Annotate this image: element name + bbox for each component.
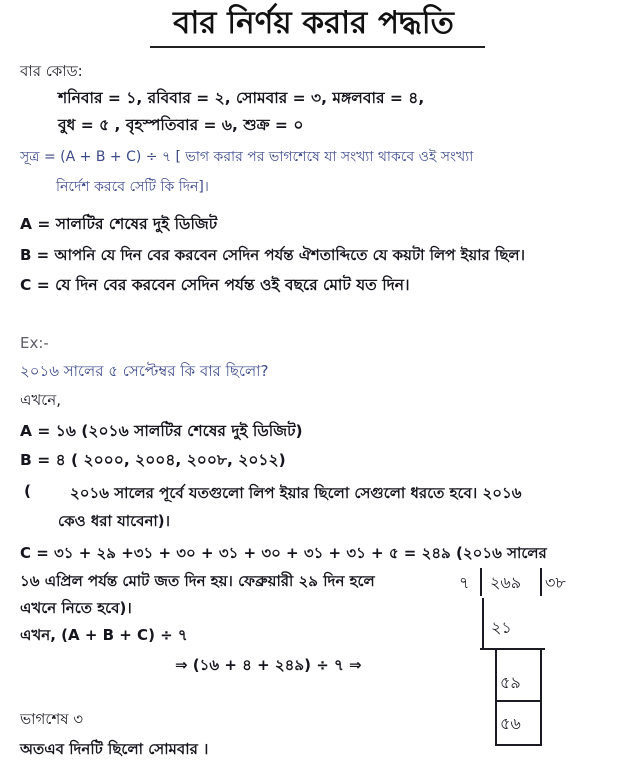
- note-paren-open: (: [24, 482, 32, 500]
- definition-a: A = সালটির শেষের দুই ডিজিট: [20, 215, 218, 233]
- divisor-bar: [480, 568, 482, 596]
- subtract-step-3: ৫৬: [500, 714, 521, 733]
- formula-line-1: সূত্র = (A + B + C) ÷ ৭ [ ভাগ করার পর ভাগশেষে যা সংখ্যা থাকবে ওই সংখ্যা: [20, 149, 474, 165]
- conclusion-text: অতএব দিনটি ছিলো সোমবার ।: [20, 740, 209, 758]
- page-title: বার নির্ণয় করার পদ্ধতি: [173, 5, 454, 41]
- example-question: ২০১৬ সালের ৫ সেপ্টেম্বর কি বার ছিলো?: [20, 362, 269, 380]
- codes-heading: বার কোড:: [20, 62, 83, 80]
- example-c-line-3: এখনে নিতে হবে)।: [20, 599, 132, 617]
- example-c-line-1: C = ৩১ + ২৯ +৩১ + ৩০ + ৩১ + ৩০ + ৩১ + ৩১ + ৫ = ২৪৯ (২০১৬ সালের: [20, 544, 547, 562]
- divisor: ৭: [459, 573, 470, 592]
- title-underline: [150, 46, 485, 48]
- example-c-line-2: ১৬ এপ্রিল পর্যন্ত মোট জত দিন হয়। ফেব্রুয়ারী ২৯ দিন হলে: [20, 572, 375, 590]
- remainder-text: ভাগশেষ ৩: [20, 710, 84, 728]
- example-now: এখনে,: [20, 391, 62, 409]
- definition-b: B = আপনি যে দিন বের করবেন সেদিন পর্যন্ত ঐশতাব্দিতে যে কয়টা লিপ ইয়ার ছিল।: [20, 246, 525, 264]
- calc-line-2: ⇒ (১৬ + ৪ + ২৪৯) ÷ ৭ ⇒: [175, 656, 362, 674]
- dividend: ২৬৯: [490, 573, 522, 592]
- left-rule-1: [482, 598, 484, 648]
- left-rule-2: [495, 650, 497, 746]
- quotient: ৩৮: [545, 573, 566, 592]
- formula-line-2: নির্দেশ করবে সেটি কি দিন]।: [56, 179, 209, 195]
- note-line-1: ২০১৬ সালের পূর্বে যতগুলো লিপ ইয়ার ছিলো সেগুলো ধরতে হবে। ২০১৬: [70, 484, 522, 502]
- calc-line-1: এখন, (A + B + C) ÷ ৭: [20, 626, 188, 644]
- underline-1: [480, 648, 545, 650]
- example-a-line: A = ১৬ (২০১৬ সালটির শেষের দুই ডিজিট): [20, 422, 303, 440]
- codes-row-2: বুধ = ৫ , বৃহস্পতিবার = ৬, শুক্র = ০: [58, 116, 304, 134]
- note-line-2: কেও ধরা যাবেনা)।: [58, 512, 170, 530]
- right-rule-2: [540, 650, 542, 746]
- example-label: Ex:-: [20, 334, 49, 352]
- codes-row-1: শনিবার = ১, রবিবার = ২, সোমবার = ৩, মঙ্গলবার = ৪,: [58, 89, 425, 107]
- subtract-step-1: ২১: [491, 618, 512, 637]
- quotient-bar: [540, 568, 542, 596]
- underline-3: [495, 744, 542, 746]
- definition-c: C = যে দিন বের করবেন সেদিন পর্যন্ত ওই বছরে মোট যত দিন।: [20, 276, 410, 294]
- subtract-step-2: ৫৯: [500, 673, 521, 692]
- example-b-line: B = ৪ ( ২০০০, ২০০৪, ২০০৮, ২০১২): [20, 451, 286, 469]
- underline-2: [495, 700, 542, 702]
